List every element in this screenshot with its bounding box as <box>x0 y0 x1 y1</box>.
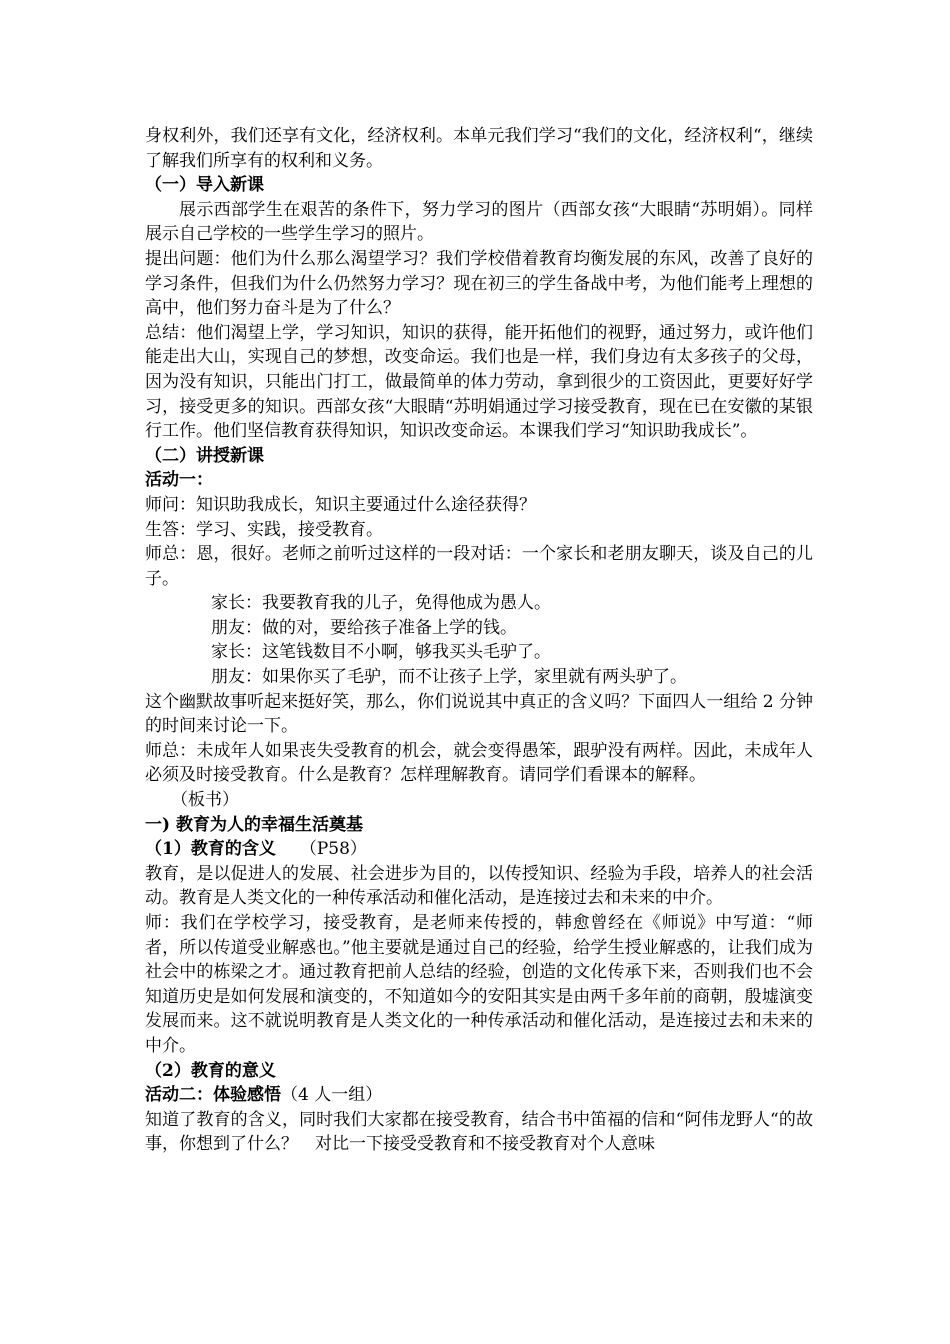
paragraph: 总结：他们渴望上学，学习知识，知识的获得，能开拓他们的视野，通过努力，或许他们能走出大山，实现自己的梦想，改变命运。我们也是一样，我们身边有太多孩子的父母，因为没有知识，只能出门打工，做最简单的体力劳动，拿到很少的工资因此，更要好好学习，接受更多的知识。西部女孩“大眼睛“苏明娟通过学习接受教育，现在已在安徽的某银行工作。他们坚信教育获得知识，知识改变命运。本课我们学习“知识助我成长”。 <box>145 322 813 442</box>
paragraph: 身权利外，我们还享有文化，经济权利。本单元我们学习“我们的文化，经济权利“，继续了解我们所享有的权利和义务。 <box>145 126 813 171</box>
activity-heading: 活动一： <box>145 470 213 491</box>
paragraph: 师总：恩，很好。老师之前听过这样的一段对话：一个家长和老朋友聊天，谈及自己的儿子。 <box>145 544 813 589</box>
paragraph: 教育，是以促进人的发展、社会进步为目的，以传授知识、经验为手段，培养人的社会活动。教育是人类文化的一种传承活动和催化活动，是连接过去和未来的中介。 <box>145 863 813 909</box>
paragraph: 师问：知识助我成长，知识主要通过什么途径获得？ <box>145 494 536 515</box>
paragraph: 师：我们在学校学习，接受教育，是老师来传授的，韩愈曾经在《师说》中写道：“师者，所以传道受业解惑也。”他主要就是通过自己的经验，给学生授业解惑的，让我们成为社会中的栋梁之才。通过教育把前人总结的经验，创造的文化传承下来，否则我们也不会知道历史是如何发展和演变的，不知道如今的安阳其实是由两千多年前的商朝，殷墟演变发展而来。这不就说明教育是人类文化的一种传承活动和催化活动，是连接过去和未来的中介。 <box>145 913 813 1056</box>
dialogue-line: 家长：我要教育我的儿子，免得他成为愚人。 <box>211 593 551 614</box>
paragraph: 展示西部学生在艰苦的条件下，努力学习的图片（西部女孩“大眼睛“苏明娟）。同样展示自己学校的一些学生学习的照片。 <box>145 199 813 245</box>
dialogue-line: 朋友：如果你买了毛驴，而不让孩子上学，家里就有两头驴了。 <box>211 667 687 688</box>
dialogue-line: 朋友：做的对，要给孩子准备上学的钱。 <box>211 617 517 638</box>
board-note: （板书） <box>171 790 239 811</box>
document-body <box>145 124 813 1157</box>
subsection-heading: （2）教育的意义 <box>145 1060 276 1081</box>
group-size-note: （4 人一组） <box>281 1085 383 1106</box>
paragraph: 提出问题：他们为什么那么渴望学习？我们学校借着教育均衡发展的东风，改善了良好的学习条件，但我们为什么仍然努力学习？现在初三的学生备战中考，为他们能考上理想的高中，他们努力奋斗是为了什么？ <box>145 248 813 319</box>
page-reference: （P58） <box>299 839 367 860</box>
paragraph: 生答：学习、实践，接受教育。 <box>145 519 383 540</box>
section-heading: （二）讲授新课 <box>145 445 264 466</box>
paragraph: 这个幽默故事听起来挺好笑，那么，你们说说其中真正的含义吗？下面四人一组给 2 分钟的时间来讨论一下。 <box>145 691 813 737</box>
paragraph: 知道了教育的含义，同时我们大家都在接受教育，结合书中笛福的信和“阿伟龙野人“的故事，你想到了什么？ 对比一下接受受教育和不接受教育对个人意味 <box>145 1109 813 1155</box>
subsection-title: （1）教育的含义 <box>145 839 276 860</box>
dialogue-line: 家长：这笔钱数目不小啊，够我买头毛驴了。 <box>211 642 551 663</box>
subsection-heading-line <box>145 837 813 862</box>
activity-heading-line <box>145 1083 813 1108</box>
section-heading: （一）导入新课 <box>145 175 264 196</box>
paragraph: 师总：未成年人如果丧失受教育的机会，就会变得愚笨，跟驴没有两样。因此，未成年人必须及时接受教育。什么是教育？怎样理解教育。请同学们看课本的解释。 <box>145 740 813 786</box>
subsection-heading: 一) 教育为人的幸福生活奠基 <box>145 814 363 835</box>
activity-title: 活动二：体验感悟 <box>145 1085 281 1106</box>
